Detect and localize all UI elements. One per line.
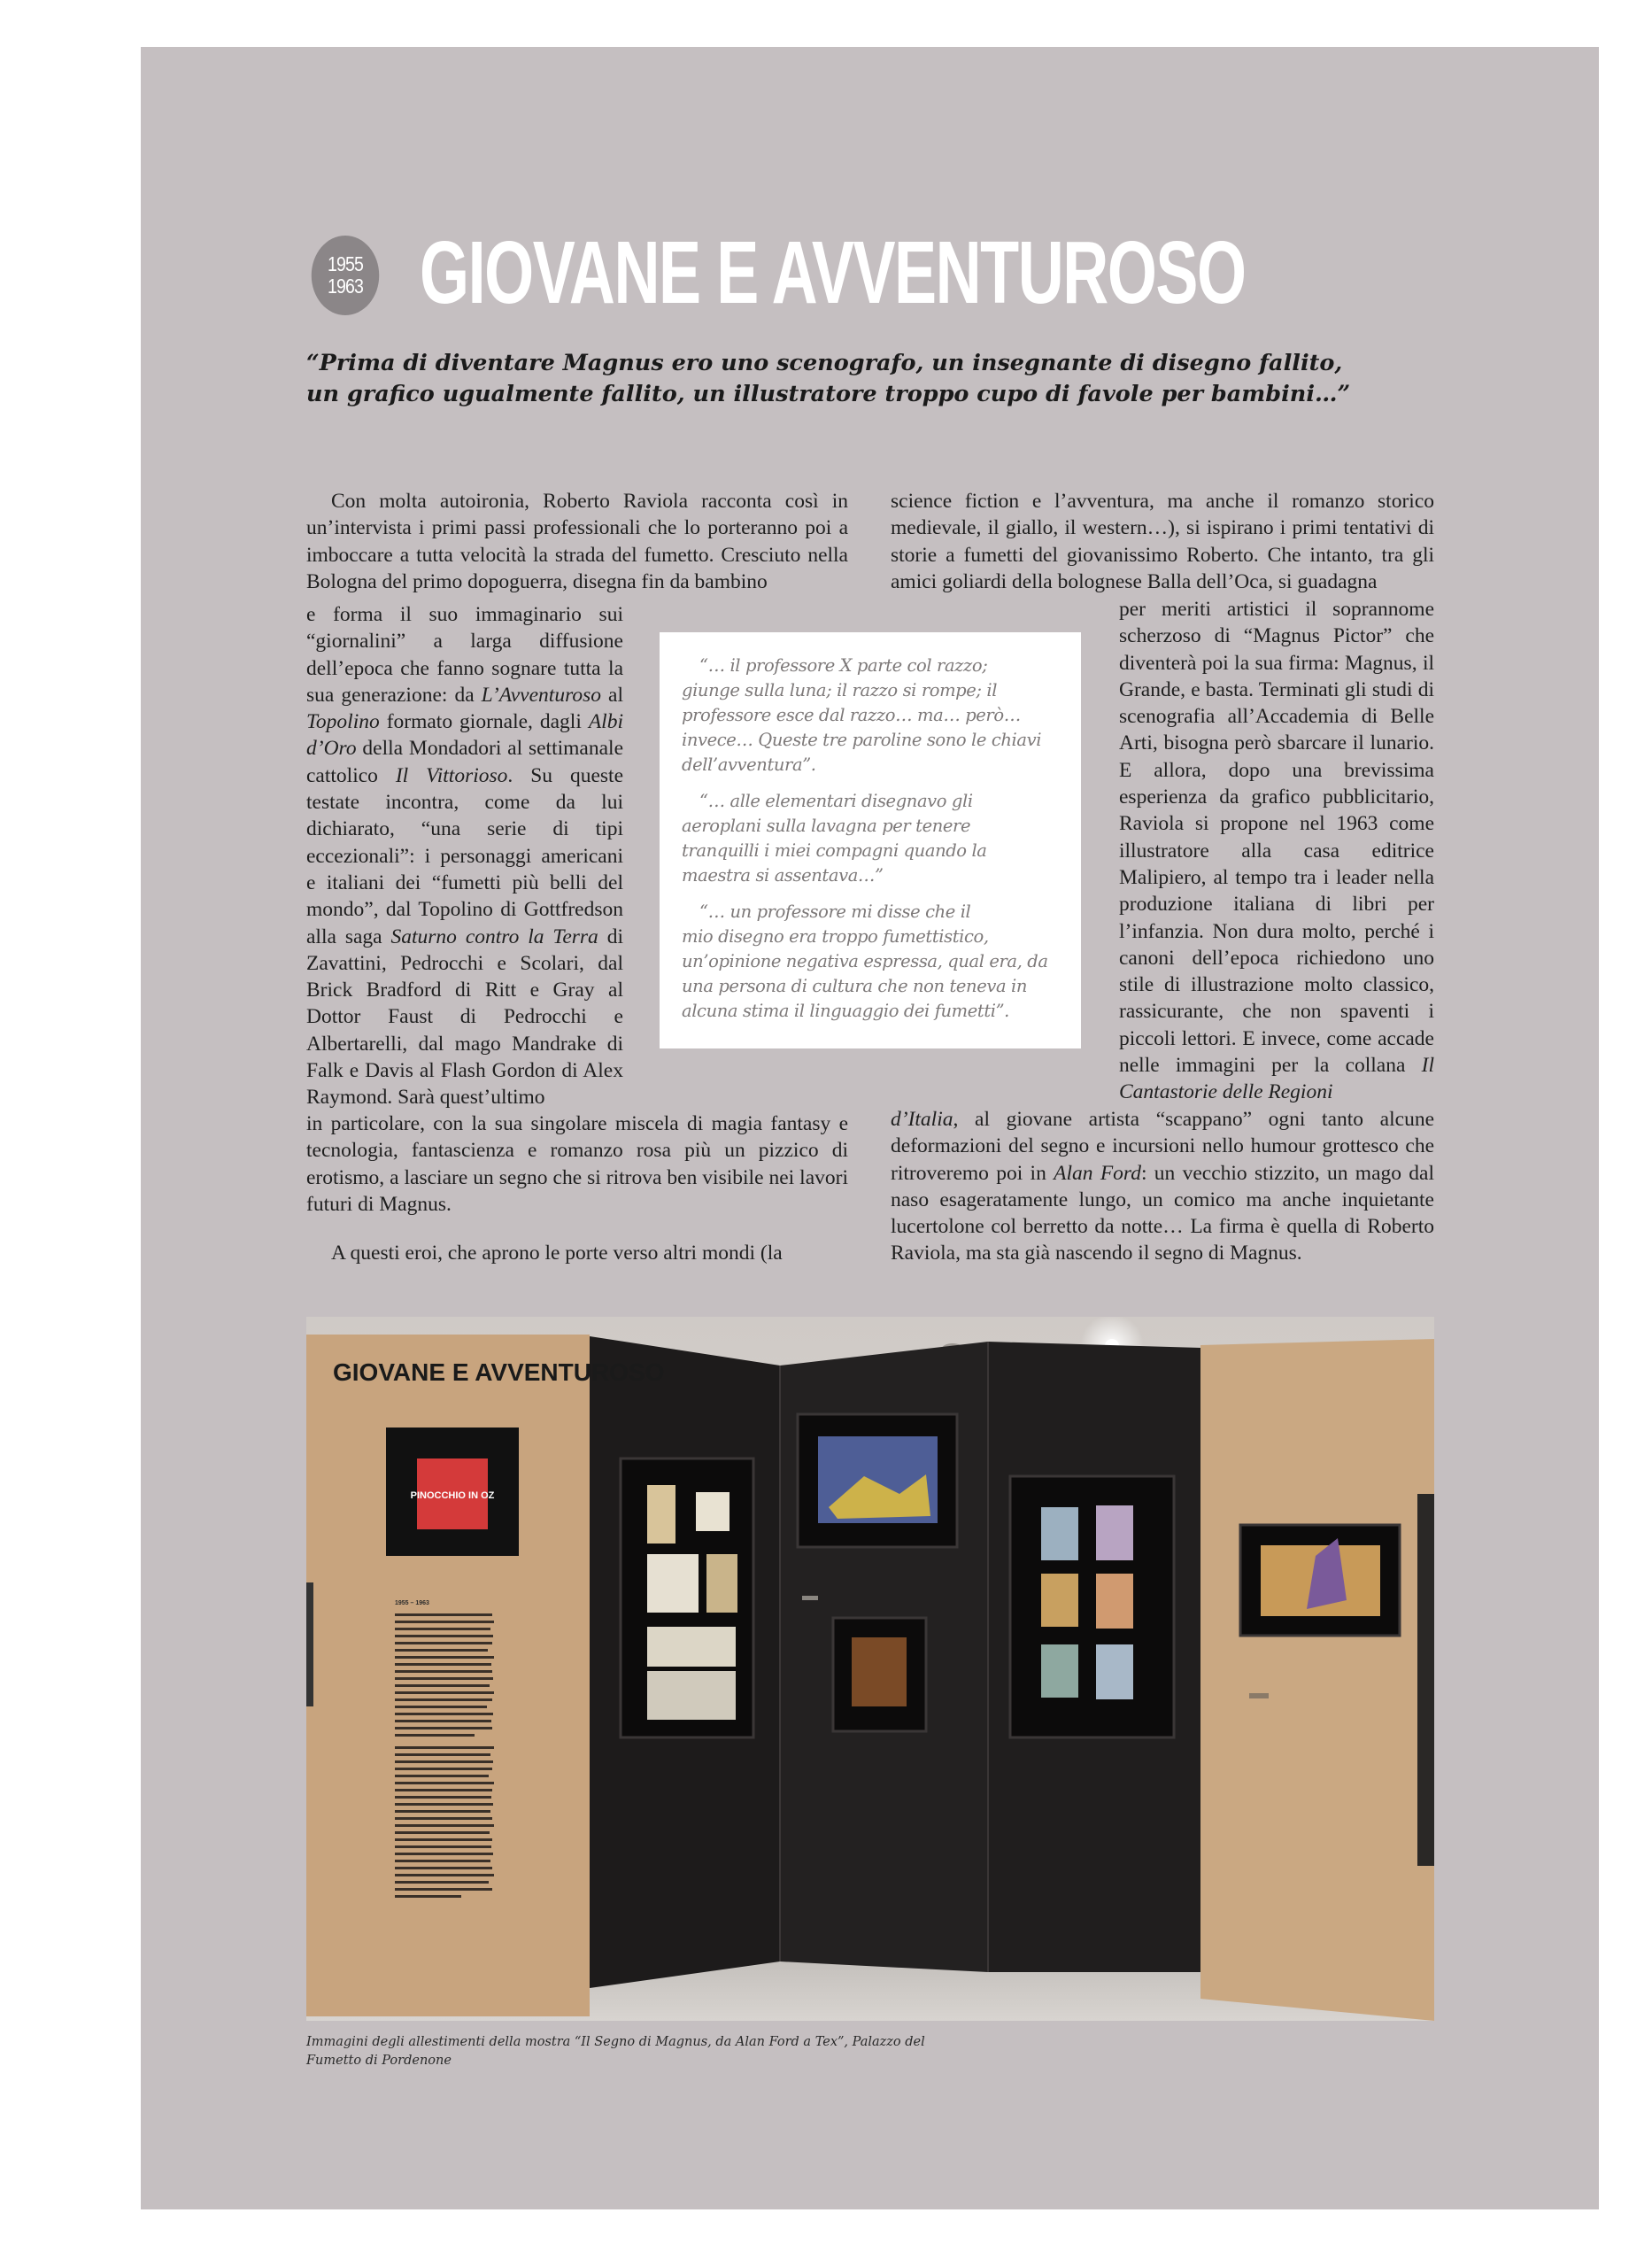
quote-line: aeroplani sulla lavagna per tenere bbox=[682, 816, 971, 836]
quote-line: “… il professore X parte col razzo; bbox=[699, 655, 988, 676]
sidebar-quote bbox=[682, 789, 1056, 888]
sidebar-quote bbox=[682, 654, 1056, 778]
wood-panel-right bbox=[1200, 1339, 1434, 2021]
adjacent-room bbox=[1417, 1494, 1434, 1866]
quote-line: professore esce dal razzo… ma… però… bbox=[682, 705, 1021, 725]
wall-label bbox=[802, 1596, 818, 1600]
exhibition-scene bbox=[306, 1317, 1434, 2021]
lead-quote-line: un grafico ugualmente fallito, un illustratore troppo cupo di favole per bambini…” bbox=[306, 381, 1351, 407]
year-start: 1955 bbox=[327, 252, 364, 275]
text-run-italic: d’Italia bbox=[891, 1108, 953, 1131]
text-run: per meriti artistici il soprannome scherzoso di “Magnus Pictor” che diventerà poi la sua firma: Magnus, il Grande, e basta. Terminati gli studi di scenografia all’Accademia di Belle Arti, bisogna però sbarcare il lunario. E allora, dopo una brevissima esperienza da grafico pubblicitario, Raviola si propone nel 1963 come illustratore alla casa editrice Malipiero, al tempo tra i leader nella produzione italiana di libri per l’infanzia. Non dura molto, perché i canoni dell’epoca richiedono uno stile di illustrazione molto classico, rassicurante, che non spaventi i piccoli lettori. E invece, come accade nelle immagini per la collana bbox=[1119, 598, 1434, 1078]
quote-line: invece… Queste tre paroline sono le chiavi bbox=[682, 730, 1042, 750]
paragraph-column-two-end bbox=[891, 1106, 1434, 1267]
paragraph-intro-wrap bbox=[306, 601, 623, 1111]
text-run: e forma il suo immaginario sui “giornalini” a larga diffusione dell’epoca che fanno sognare tutta la sua generazione: da bbox=[306, 603, 623, 707]
text-run: di Zavattini, Pedrocchi e Scolari, dal Brick Bradford di Ritt e Gray al Dottor Faust di Pedrocchi e Albertarelli, dal mago Mandrake di Falk e Davis al Flash Gordon di Alex Raymond. Sarà quest’ultimo bbox=[306, 925, 623, 1110]
year-badge bbox=[312, 236, 380, 315]
quote-line: dell’avventura”. bbox=[682, 754, 816, 775]
sidebar-quote bbox=[682, 900, 1056, 1024]
quote-line: una persona di cultura che non teneva in bbox=[682, 976, 1027, 996]
year-end: 1963 bbox=[327, 275, 364, 298]
photo-caption bbox=[306, 2033, 926, 2070]
page-title: GIOVANE E AVVENTUROSO bbox=[420, 223, 1246, 322]
quote-line: alcuna stima il linguaggio dei fumetti”. bbox=[682, 1001, 1009, 1021]
panel-title: GIOVANE E AVVENTUROSO bbox=[333, 1358, 665, 1386]
panel-text-block bbox=[395, 1613, 494, 1898]
artwork-frame bbox=[1010, 1476, 1174, 1737]
caption-line: Fumetto di Pordenone bbox=[306, 2054, 452, 2068]
lead-quote bbox=[306, 348, 1457, 410]
quote-line: “… un professore mi disse che il bbox=[699, 901, 971, 922]
quote-line: “… alle elementari disegnavo gli bbox=[699, 791, 973, 811]
text-run-italic: Albi d’Oro bbox=[306, 710, 623, 761]
text-run: : un vecchio stizzito, un mago dal naso esageratamente lungo, un comico ma anche inquietante lucertolone col berretto da notte… La firma è quella di Roberto Raviola, ma sta già nascendo il segno di Magnus. bbox=[891, 1161, 1435, 1265]
text-run: , al giovane artista “scappano” ogni tanto alcune deformazioni del segno e incursioni nello humour grottesco che ritroveremo poi in bbox=[891, 1108, 1434, 1185]
caption-line: Immagini degli allestimenti della mostra “Il Segno di Magnus, da Alan Ford a Tex”, Palazzo del bbox=[306, 2035, 925, 2049]
text-run: . Su queste testate incontra, come da lui dichiarato, “una serie di tipi eccezionali”: i personaggi americani e italiani dei “fumetti più belli del mondo”, dal Topolino di Gottfredson alla saga bbox=[306, 763, 623, 948]
artwork-illustration bbox=[852, 1637, 907, 1706]
quote-line: mio disegno era troppo fumettistico, bbox=[682, 926, 989, 947]
lead-quote-line: “Prima di diventare Magnus ero uno scenografo, un insegnante di disegno fallito, bbox=[306, 350, 1343, 376]
text-run-italic: Saturno contro la Terra bbox=[390, 925, 598, 948]
text-run-italic: Alan Ford bbox=[1054, 1161, 1141, 1185]
adjacent-artwork bbox=[306, 1582, 313, 1706]
text-run: formato giornale, dagli bbox=[379, 710, 589, 734]
text-run: al bbox=[601, 683, 623, 707]
artwork-title: PINOCCHIO IN OZ bbox=[410, 1490, 495, 1501]
text-run-italic: Il Cantastorie delle Regioni bbox=[1119, 1054, 1434, 1104]
wall-label bbox=[1249, 1693, 1269, 1698]
text-run: della Mondadori al settimanale cattolico bbox=[306, 737, 623, 787]
quote-line: giunge sulla luna; il razzo si rompe; il bbox=[682, 680, 998, 700]
paragraph-intro: Con molta autoironia, Roberto Raviola racconta così in un’intervista i primi passi professionali che lo porteranno poi a imboccare a tutta velocità la strada del fumetto. Cresciuto nella Bologna del primo dopoguerra, disegna fin da bambino bbox=[306, 490, 848, 593]
panel-years: 1955 – 1963 bbox=[395, 1600, 429, 1606]
quote-line: tranquilli i miei compagni quando la bbox=[682, 840, 987, 861]
paragraph-second: A questi eroi, che aprono le porte verso altri mondi (la bbox=[331, 1242, 783, 1265]
sidebar-quote-box bbox=[660, 632, 1081, 1048]
paragraph-column-two: science fiction e l’avventura, ma anche il romanzo storico medievale, il giallo, il western…), si ispirano i primi tentativi di storie a fumetti del giovanissimo Roberto. Che intanto, tra gli amici goliardi della bolognese Balla dell’Oca, si guadagna bbox=[891, 490, 1434, 593]
text-run-italic: Il Vittorioso bbox=[395, 763, 508, 787]
text-run-italic: L’Avventuroso bbox=[481, 683, 601, 707]
text-run-italic: Topolino bbox=[306, 710, 380, 734]
paragraph-column-two-wrap bbox=[1119, 596, 1434, 1106]
exhibition-photo bbox=[306, 1317, 1434, 2021]
paragraph-intro-end: in particolare, con la sua singolare miscela di magia fantasy e tecnologia, fantascienza e romanzo rosa più un pizzico di erotismo, a lasciare un segno che si ritrova ben visibile nei lavori futuri di Magnus. bbox=[306, 1112, 848, 1216]
quote-line: un’opinione negativa espressa, qual era, da bbox=[682, 951, 1048, 971]
quote-line: maestra si assentava…” bbox=[682, 865, 884, 886]
